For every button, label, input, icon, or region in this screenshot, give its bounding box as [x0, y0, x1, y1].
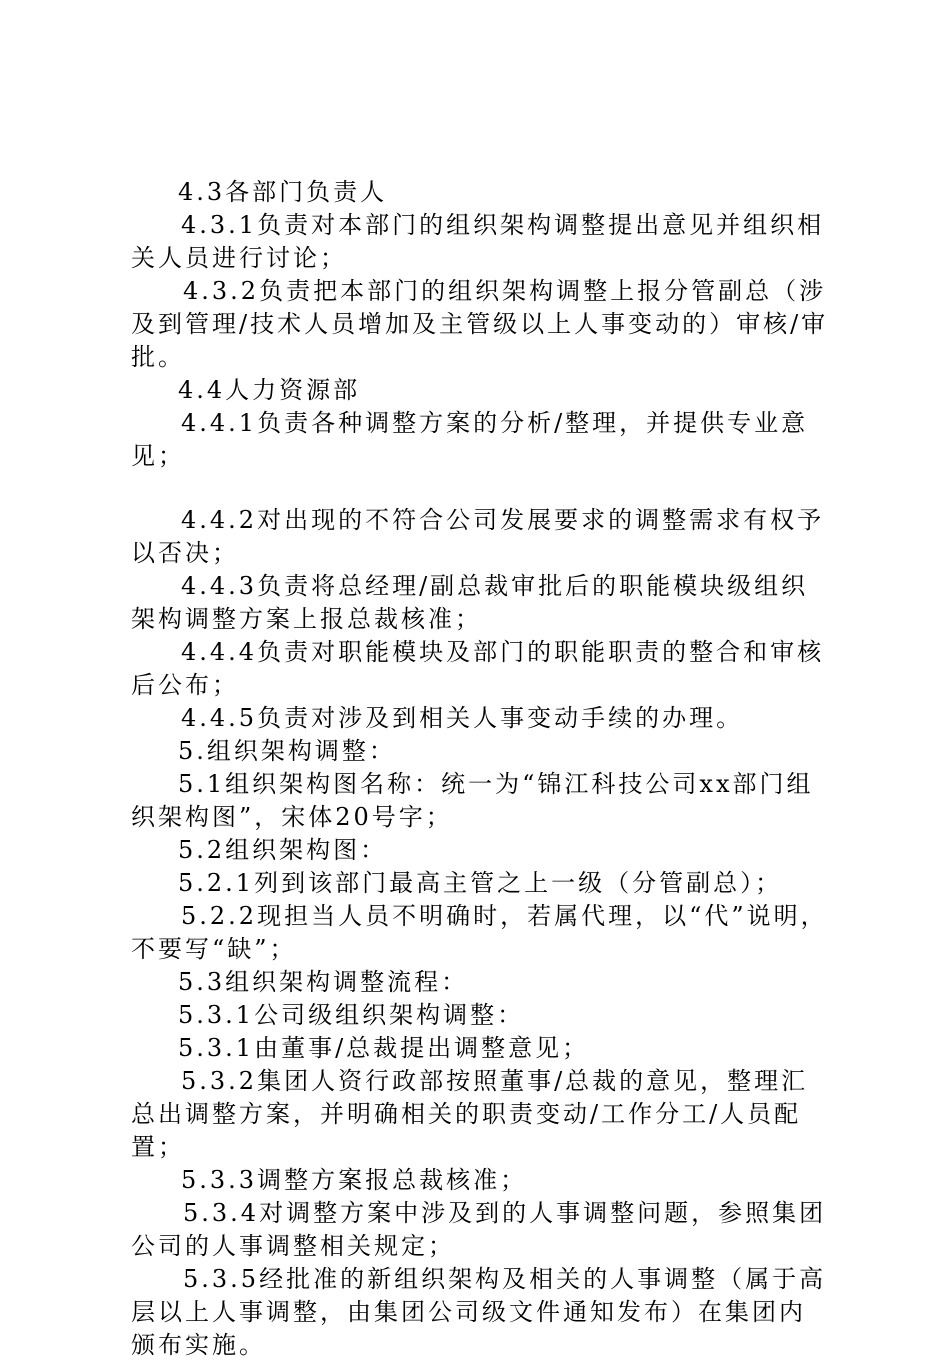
paragraph-4-4-5: 4.4.5负责对涉及到相关人事变动手续的办理。 — [181, 704, 744, 732]
section-heading-4-3: 4.3各部门负责人 — [178, 178, 388, 206]
paragraph-4-3-2: 4.3.2负责把本部门的组织架构调整上报分管副总（涉及到管理/技术人员增加及主管级以上人事变动的）审核/审批。 — [131, 277, 829, 371]
paragraph-5-3-3: 5.3.3调整方案报总裁核准； — [181, 1166, 528, 1194]
paragraph-5-2-2: 5.2.2现担当人员不明确时，若属代理，以“代”说明，不要写“缺”； — [131, 902, 828, 963]
paragraph-5-3-1: 5.3.1由董事/总裁提出调整意见； — [178, 1034, 590, 1062]
section-heading-5-2: 5.2组织架构图： — [178, 836, 388, 864]
document-body — [131, 176, 831, 1362]
paragraph-5-3-1-heading: 5.3.1公司级组织架构调整： — [178, 1001, 525, 1029]
paragraph-4-4-4: 4.4.4负责对职能模块及部门的职能职责的整合和审核后公布； — [131, 638, 825, 699]
paragraph-5-3-5: 5.3.5经批准的新组织架构及相关的人事调整（属于高层以上人事调整，由集团公司级文件通知发布）在集团内颁布实施。 — [131, 1265, 827, 1359]
paragraph-5-2-1: 5.2.1列到该部门最高主管之上一级（分管副总）； — [178, 869, 783, 897]
section-heading-5-3: 5.3组织架构调整流程： — [178, 968, 469, 996]
paragraph-4-3-1: 4.3.1负责对本部门的组织架构调整提出意见并组织相关人员进行讨论； — [131, 211, 825, 272]
paragraph-4-4-3: 4.4.3负责将总经理/副总裁审批后的职能模块级组织架构调整方案上报总裁核准； — [131, 572, 809, 633]
section-heading-4-4: 4.4人力资源部 — [178, 376, 361, 404]
paragraph-4-4-1: 4.4.1负责各种调整方案的分析/整理，并提供专业意见； — [131, 409, 809, 470]
paragraph-5-3-4: 5.3.4对调整方案中涉及到的人事调整问题，参照集团公司的人事调整相关规定； — [131, 1199, 827, 1260]
paragraph-4-4-2: 4.4.2对出现的不符合公司发展要求的调整需求有权予以否决； — [131, 506, 825, 567]
paragraph-5-3-2: 5.3.2集团人资行政部按照董事/总裁的意见，整理汇总出调整方案，并明确相关的职责变动/工作分工/人员配置； — [131, 1067, 809, 1161]
blank-line — [131, 473, 831, 504]
section-heading-5: 5.组织架构调整： — [178, 737, 396, 765]
paragraph-5-1: 5.1组织架构图名称：统一为“锦江科技公司xx部门组织架构图”，宋体20号字； — [131, 770, 814, 831]
